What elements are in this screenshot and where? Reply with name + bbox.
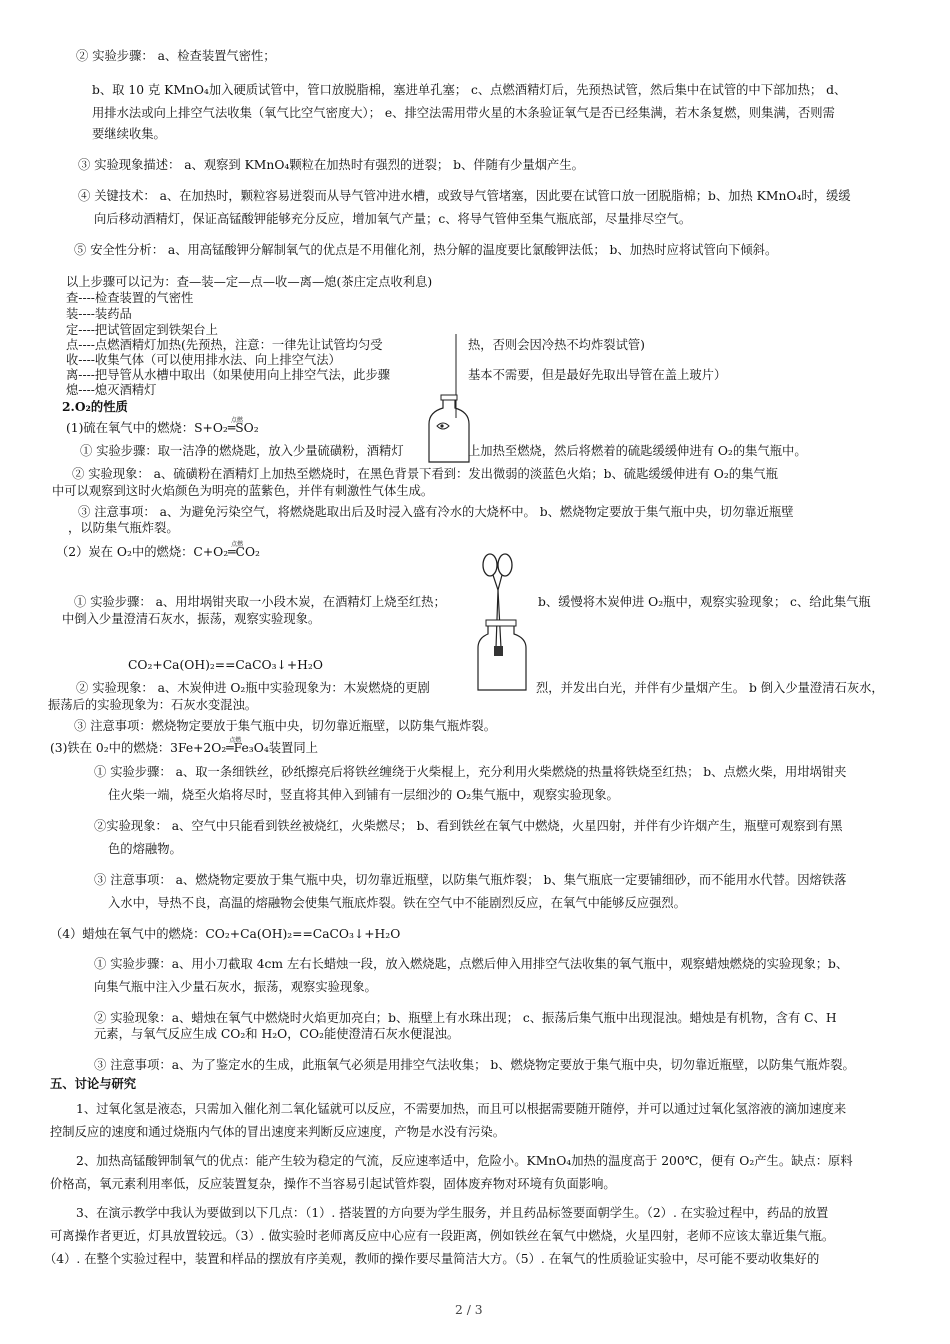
sulfur-spoon-bottle-icon: [425, 332, 473, 466]
step5-line: ⑤ 安全性分析： a、用高锰酸钾分解制氧气的优点是不用催化剂，热分解的温度要比氯酸钾法低； b、加热时应将试管向下倾斜。: [74, 243, 778, 257]
mnemonic-li-right: 基本不需要，但是最好先取出导管在盖上玻片）: [468, 368, 727, 382]
iron-equation-product: Fe₃O₄装置同上: [233, 741, 318, 755]
page-number: 2 / 3: [455, 1303, 483, 1317]
carbon-step2: ② 实验现象： a、木炭伸进 O₂瓶中实验现象为：木炭燃烧的更剧: [76, 681, 430, 695]
iron-equation-left: (3)铁在 0₂中的燃烧：3Fe+2O₂: [50, 741, 227, 755]
sulfur-step1: ① 实验步骤：取一洁净的燃烧匙，放入少量硫磺粉，酒精灯: [80, 444, 404, 458]
step4-line1: ④ 关键技术： a、在加热时，颗粒容易迸裂而从导气管冲进水槽，或致导气管堵塞，因此要在试管口放一团脱脂棉；b、加热 KMnO₄时，缓缓: [78, 189, 851, 203]
step2b-line2: 用排水法或向上排空气法收集（氧气比空气密度大）； e、排空法需用带火星的木条验证氧气是否已经集满，若木条复燃，则集满，否则需: [92, 106, 835, 120]
step2b-line3: 要继续收集。: [92, 127, 166, 141]
discussion-p1-line2: 控制反应的速度和通过烧瓶内气体的冒出速度来判断反应速度，产物是水没有污染。: [50, 1125, 505, 1139]
iron-step3: ③ 注意事项： a、燃烧物定要放于集气瓶中央，切勿靠近瓶壁，以防集气瓶炸裂； b、集气瓶底一定要铺细砂，而不能用水代替。因熔铁落: [94, 873, 847, 887]
carbon-step1-right: b、缓慢将木炭伸进 O₂瓶中，观察实验现象； c、给此集气瓶: [538, 595, 871, 609]
step2b-line1: b、取 10 克 KMnO₄加入硬质试管中，管口放脱脂棉，塞进单孔塞； c、点燃酒精灯后，先预热试管，然后集中在试管的中下部加热； d、: [92, 83, 847, 97]
ignite-arrow: 点燃 ═: [228, 541, 244, 559]
step4-line2: 向后移动酒精灯，保证高锰酸钾能够充分反应，增加氧气产量；c、将导气管伸至集气瓶底部，尽量排尽空气。: [94, 212, 692, 226]
crucible-tongs-bottle-icon: [474, 550, 530, 692]
discussion-p2-line1: 2、加热高锰酸钾制氧气的优点：能产生较为稳定的气流，反应速率适中，危险小。KMnO₄加热的温度高于 200℃，便有 O₂产生。缺点：原料: [76, 1154, 853, 1168]
sulfur-title: [66, 417, 259, 437]
iron-step2-cont: 色的熔融物。: [108, 842, 182, 856]
candle-step3: ③ 注意事项：a、为了鉴定水的生成，此瓶氧气必须是用排空气法收集； b、燃烧物定要放于集气瓶中央，切勿靠近瓶壁，以防集气瓶炸裂。: [94, 1058, 855, 1072]
discussion-p3-line2: 可离操作者更近，灯具放置较远。（3）. 做实验时老师离反应中心应有一段距离，例如铁丝在氧气中燃烧，火星四射，老师不应该太靠近集气瓶。: [50, 1229, 835, 1243]
carbon-step3: ③ 注意事项：燃烧物定要放于集气瓶中央，切勿靠近瓶壁，以防集气瓶炸裂。: [74, 719, 497, 733]
mnemonic-xi: 熄----熄灭酒精灯: [66, 383, 157, 397]
discussion-p2-line2: 价格高，氧元素利用率低，反应装置复杂，操作不当容易引起试管炸裂，固体废弃物对环境有负面影响。: [50, 1177, 616, 1191]
candle-step2-cont: 元素，与氧气反应生成 CO₂和 H₂O，CO₂能使澄清石灰水便混浊。: [94, 1027, 460, 1041]
sulfur-step3: ③ 注意事项： a、为避免污染空气，将燃烧匙取出后及时浸入盛有冷水的大烧杯中。 b、燃烧物定要放于集气瓶中央，切勿靠近瓶壁: [78, 505, 794, 519]
candle-step1: ① 实验步骤：a、用小刀截取 4cm 左右长蜡烛一段，放入燃烧匙，点燃后伸入用排空气法收集的氧气瓶中，观察蜡烛燃烧的实验现象；b、: [94, 957, 849, 971]
discussion-heading: 五、讨论与研究: [50, 1076, 137, 1091]
mnemonic-cha: 查----检查装置的气密性: [66, 291, 194, 305]
mnemonic-zhuang: 装----装药品: [66, 307, 132, 321]
carbon-equation-left: （2）炭在 O₂中的燃烧：C+O₂: [56, 545, 229, 559]
iron-step1: ① 实验步骤： a、取一条细铁丝，砂纸擦亮后将铁丝缠绕于火柴棍上，充分利用火柴燃烧的热量将铁烧至红热； b、点燃火柴，用坩埚钳夹: [94, 765, 847, 779]
carbon-title: [56, 541, 260, 561]
mnemonic-shou: 收----收集气体（可以使用排水法、向上排空气法）: [66, 353, 341, 367]
discussion-p1-line1: 1、过氧化氢是液态，只需加入催化剂二氧化锰就可以反应，不需要加热，而且可以根据需要随开随停，并可以通过过氧化氢溶液的滴加速度来: [76, 1102, 847, 1116]
iron-step1-cont: 住火柴一端，烧至火焰将尽时，竖直将其伸入到铺有一层细沙的 O₂集气瓶中，观察实验现象。: [108, 788, 619, 802]
sulfur-step1-right: 上加热至燃烧，然后将燃着的硫匙缓缓伸进有 O₂的集气瓶中。: [468, 444, 807, 458]
iron-step2: ②实验现象： a、空气中只能看到铁丝被烧红，火柴燃尽； b、看到铁丝在氧气中燃烧，火星四射，并伴有少许烟产生，瓶壁可观察到有黑: [94, 819, 843, 833]
carbon-equation: CO₂+Ca(OH)₂==CaCO₃↓+H₂O: [128, 658, 323, 672]
carbon-equation-product: CO₂: [235, 545, 260, 559]
sulfur-step2-cont: 中可以观察到这时火焰颜色为明亮的蓝紫色，并伴有刺激性气体生成。: [52, 484, 434, 498]
mnemonic-ding: 定----把试管固定到铁架台上: [66, 323, 218, 337]
candle-step2: ② 实验现象：a、蜡烛在氧气中燃烧时火焰更加亮白；b、瓶壁上有水珠出现； c、振荡后集气瓶中出现混浊。蜡烛是有机物，含有 C、H: [94, 1011, 837, 1025]
sulfur-step2: ② 实验现象： a、硫磺粉在酒精灯上加热至燃烧时，在黑色背景下看到：发出微弱的淡蓝色火焰；b、硫匙缓缓伸进有 O₂的集气瓶: [72, 467, 778, 481]
candle-title: （4）蜡烛在氧气中的燃烧：CO₂+Ca(OH)₂==CaCO₃↓+H₂O: [50, 927, 401, 941]
step2-line: ② 实验步骤： a、检查装置气密性；: [76, 49, 276, 63]
step3-line: ③ 实验现象描述： a、观察到 KMnO₄颗粒在加热时有强烈的迸裂； b、伴随有少量烟产生。: [78, 158, 584, 172]
discussion-p3-line3: （4）. 在整个实验过程中，装置和样品的摆放有序美观，教师的操作要尽量简洁大方。（5）. 在氧气的性质验证实验中，尽可能不要动收集好的: [44, 1252, 820, 1266]
carbon-step1: ① 实验步骤： a、用坩埚钳夹取一小段木炭，在酒精灯上烧至红热；: [74, 595, 446, 609]
sulfur-equation-product: SO₂: [235, 421, 259, 435]
candle-step1-cont: 向集气瓶中注入少量石灰水，振荡，观察实验现象。: [94, 980, 377, 994]
carbon-step2-cont: 振荡后的实验现象为：石灰水变混浊。: [48, 698, 258, 712]
mnemonic-intro: 以上步骤可以记为：查—装—定—点—收—离—熄(茶庄定点收利息): [66, 275, 433, 289]
carbon-step2-right: 烈，并发出白光，并伴有少量烟产生。 b 倒入少量澄清石灰水，: [536, 681, 884, 695]
ignite-arrow: 点燃 ═: [227, 417, 243, 435]
ignite-arrow: 点燃 ═: [226, 737, 242, 755]
iron-title: [50, 737, 318, 757]
carbon-step1-cont: 中倒入少量澄清石灰水，振荡，观察实验现象。: [62, 612, 321, 626]
iron-step3-cont: 入水中，导热不良，高温的熔融物会使集气瓶底炸裂。铁在空气中不能剧烈反应，在氧气中能够反应强烈。: [108, 896, 686, 910]
mnemonic-dian-right: 热，否则会因冷热不均炸裂试管): [468, 338, 645, 352]
discussion-p3-line1: 3、在演示教学中我认为要做到以下几点：（1）. 搭装置的方向要为学生服务，并且药品标签要面朝学生。（2）. 在实验过程中，药品的放置: [76, 1206, 829, 1220]
o2-heading: 2.O₂的性质: [62, 399, 128, 414]
mnemonic-dian: 点----点燃酒精灯加热(先预热，注意：一律先让试管均匀受: [66, 338, 383, 352]
mnemonic-li: 离----把导管从水槽中取出（如果使用向上排空气法，此步骤: [66, 368, 391, 382]
sulfur-step3-cont: ，以防集气瓶炸裂。: [68, 521, 179, 535]
sulfur-equation-left: (1)硫在氧气中的燃烧：S+O₂: [66, 421, 228, 435]
